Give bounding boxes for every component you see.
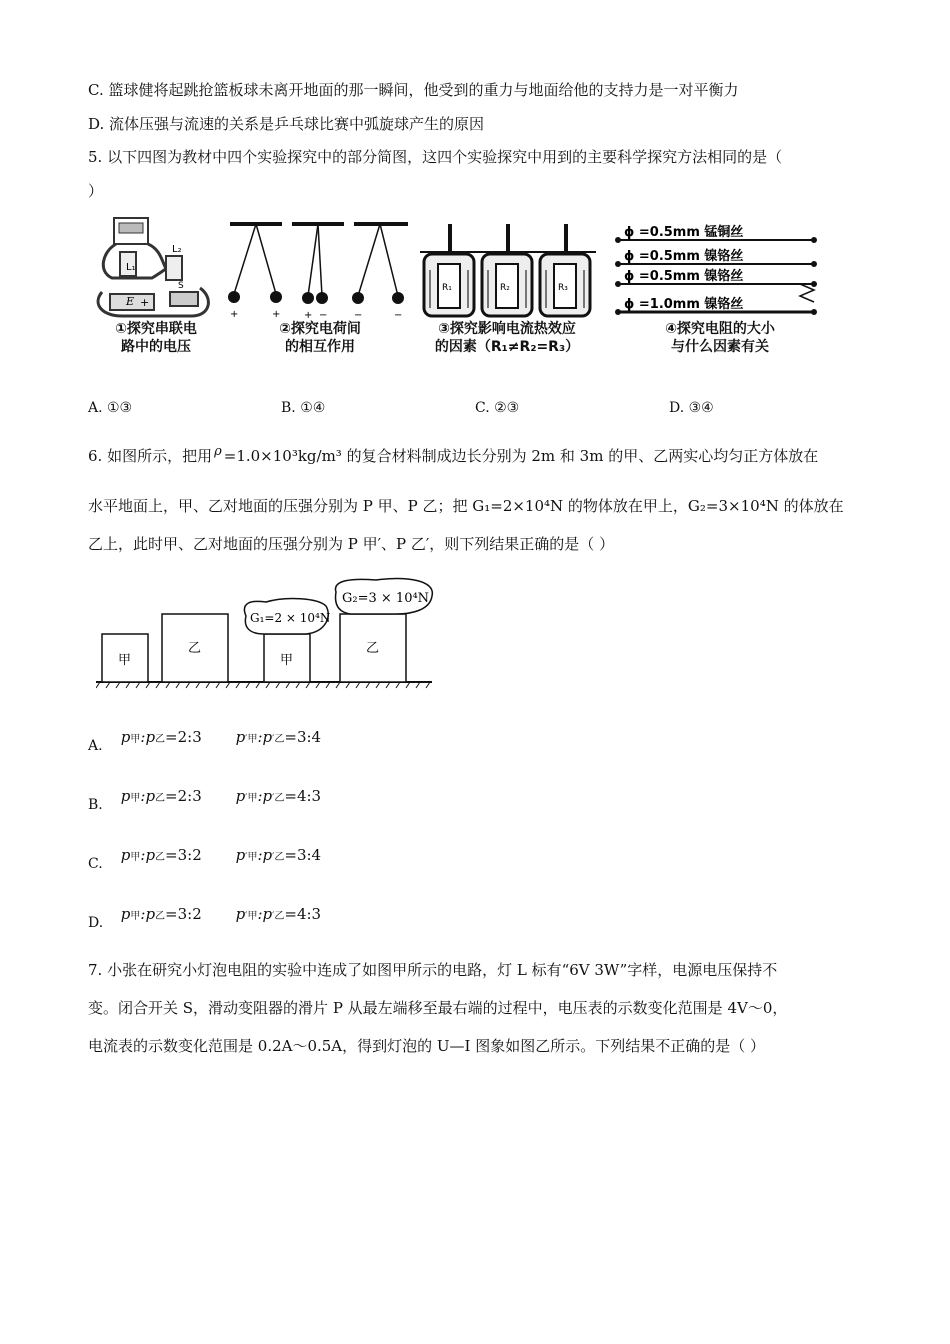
svg-text:ϕ =1.0mm 镍铬丝: ϕ =1.0mm 镍铬丝 xyxy=(624,297,744,312)
q6-figure-cubes xyxy=(96,576,434,690)
q6-stem-line-1: 6. 如图所示，把用 ρ =1.0×10³kg/m³ 的复合材料制成边长分别为 2m 和 3m 的甲、乙两实心均匀正方体放在 xyxy=(88,444,819,465)
svg-text:−: − xyxy=(354,310,363,321)
svg-text:乙: 乙 xyxy=(366,641,380,656)
svg-text:G₁=2 × 10⁴N: G₁=2 × 10⁴N xyxy=(250,611,331,625)
q6-option-c[interactable]: C. p甲:p乙=3:2 p′甲:p′乙=3:4 xyxy=(88,846,322,872)
q6-stem-line-2: 水平地面上，甲、乙对地面的压强分别为 P 甲、P 乙；把 G₁=2×10⁴N 的物体放在甲上，G₂=3×10⁴N 的体放在 xyxy=(88,497,844,515)
charged-ball-icon xyxy=(316,292,328,304)
q5-figure-charge-interaction xyxy=(224,218,416,362)
svg-text:L₁: L₁ xyxy=(126,262,136,273)
q6-stem-line-3: 乙上，此时甲、乙对地面的压强分别为 P 甲′、P 乙′，则下列结果正确的是（ ） xyxy=(88,535,615,553)
q4-option-c: C. 篮球健将起跳抢篮板球未离开地面的那一瞬间，他受到的重力与地面给他的支持力是一对平衡力 xyxy=(88,81,739,99)
q5-caption-4: ④探究电阻的大小 与什么因素有关 xyxy=(665,321,775,355)
q7-stem-line-3: 电流表的示数变化范围是 0.2A～0.5A，得到灯泡的 U—I 图象如图乙所示。下列结果不正确的是（ ） xyxy=(88,1037,766,1055)
q5-option-b[interactable]: B. ①④ xyxy=(281,400,326,416)
hanging-balls-drawing xyxy=(224,218,416,322)
svg-text:+: + xyxy=(140,296,150,309)
q5-stem: 5. 以下四图为教材中四个实验探究中的部分简图，这四个实验探究中用到的主要科学探究方法相同的是（ xyxy=(88,148,783,166)
q5-figure-resistance-wires xyxy=(610,218,830,362)
svg-text:R₂: R₂ xyxy=(500,283,510,293)
flask-r1-icon xyxy=(424,224,474,316)
svg-text:ϕ =0.5mm 镍铬丝: ϕ =0.5mm 镍铬丝 xyxy=(624,269,744,284)
q7-stem-line-2: 变。闭合开关 S，滑动变阻器的滑片 P 从最左端移至最右端的过程中，电压表的示数变化范围是 4V～0， xyxy=(88,999,788,1017)
wires-board-drawing xyxy=(610,218,830,322)
svg-text:−: − xyxy=(319,310,328,321)
q6-option-b[interactable]: B. p甲:p乙=2:3 p′甲:p′乙=4:3 xyxy=(88,787,322,813)
charged-ball-icon xyxy=(270,291,282,303)
charged-ball-icon xyxy=(302,292,314,304)
q5-stem-end: ） xyxy=(88,182,104,200)
svg-text:甲: 甲 xyxy=(280,653,294,668)
svg-text:甲: 甲 xyxy=(118,653,132,668)
q5-figure-heating-effect xyxy=(416,222,600,362)
flask-r2-icon xyxy=(482,224,532,316)
q5-option-a[interactable]: A. ①③ xyxy=(88,400,133,416)
cubes-drawing xyxy=(96,576,434,690)
svg-text:E: E xyxy=(126,295,135,308)
charged-ball-icon xyxy=(352,292,364,304)
series-circuit-drawing xyxy=(92,212,220,324)
charged-ball-icon xyxy=(228,291,240,303)
svg-text:−: − xyxy=(394,310,403,321)
q5-figure-series-circuit xyxy=(92,212,220,362)
svg-text:L₂: L₂ xyxy=(172,244,182,255)
rho-symbol: ρ xyxy=(214,444,222,459)
q5-option-c[interactable]: C. ②③ xyxy=(475,400,520,416)
svg-text:R₃: R₃ xyxy=(558,283,568,293)
switch-icon xyxy=(170,292,198,306)
svg-text:+: + xyxy=(230,309,239,320)
q6-option-a[interactable]: A. p甲:p乙=2:3 p′甲:p′乙=3:4 xyxy=(88,728,322,754)
q5-caption-2: ②探究电荷间 的相互作用 xyxy=(279,321,361,355)
svg-text:乙: 乙 xyxy=(188,641,202,656)
q6-option-d[interactable]: D. p甲:p乙=3:2 p′甲:p′乙=4:3 xyxy=(88,905,322,931)
q7-stem-line-1: 7. 小张在研究小灯泡电阻的实验中连成了如图甲所示的电路，灯 L 标有“6V 3W”字样，电源电压保持不 xyxy=(88,961,778,979)
svg-text:+: + xyxy=(304,310,313,321)
charged-ball-icon xyxy=(392,292,404,304)
q5-option-d[interactable]: D. ③④ xyxy=(669,400,714,416)
q4-option-d: D. 流体压强与流速的关系是乒乓球比赛中弧旋球产生的原因 xyxy=(88,115,485,133)
flasks-drawing xyxy=(416,222,600,322)
svg-text:G₂=3 × 10⁴N: G₂=3 × 10⁴N xyxy=(342,591,430,606)
q5-caption-1: ①探究串联电 路中的电压 xyxy=(115,321,197,355)
q5-caption-3: ③探究影响电流热效应 的因素（R₁≠R₂=R₃） xyxy=(434,321,580,355)
svg-text:S: S xyxy=(178,281,184,291)
lamp-l2-icon xyxy=(166,256,182,280)
svg-text:+: + xyxy=(272,309,281,320)
svg-text:ϕ =0.5mm 锰铜丝: ϕ =0.5mm 锰铜丝 xyxy=(624,225,744,240)
flask-r3-icon xyxy=(540,224,590,316)
svg-text:R₁: R₁ xyxy=(442,283,452,293)
svg-text:ϕ =0.5mm 镍铬丝: ϕ =0.5mm 镍铬丝 xyxy=(624,249,744,264)
